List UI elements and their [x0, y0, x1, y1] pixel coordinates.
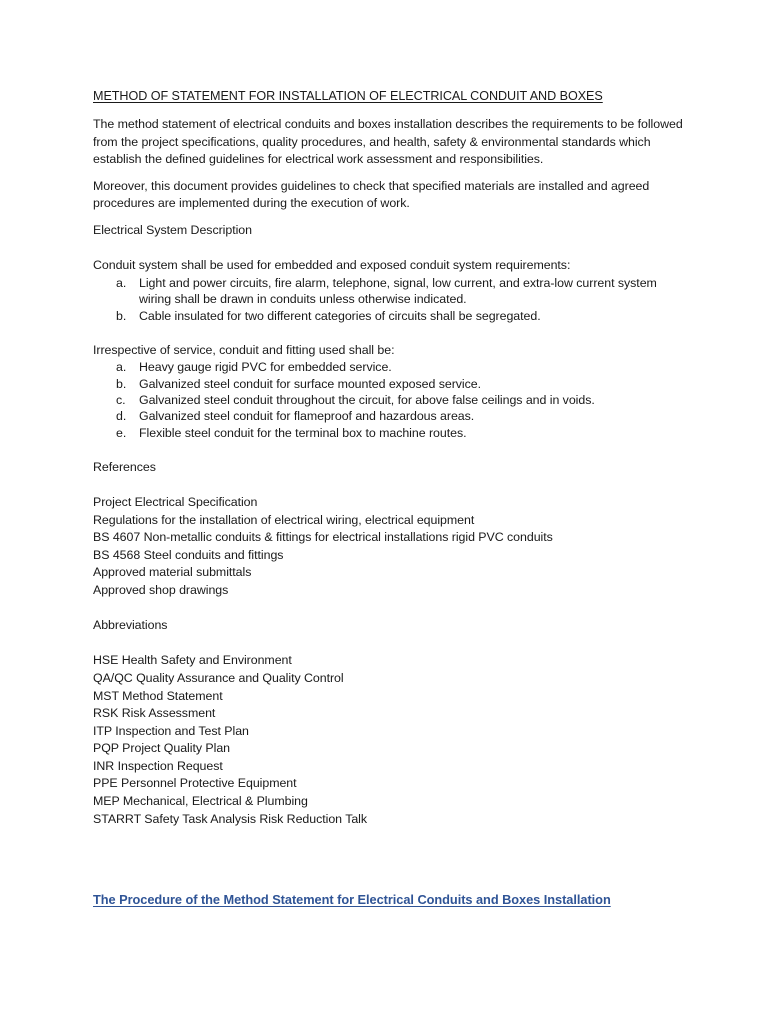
list-item [93, 392, 683, 408]
spacer [93, 600, 683, 618]
list-item: Approved material submittals [93, 565, 252, 580]
list-item: QA/QC Quality Assurance and Quality Control [93, 670, 344, 685]
list-marker: b. [116, 376, 127, 391]
list-item: PPE Personnel Protective Equipment [93, 776, 297, 791]
list-item: PQP Project Quality Plan [93, 741, 230, 756]
list-item: MEP Mechanical, Electrical & Plumbing [93, 794, 308, 809]
abbreviations-heading: Abbreviations [93, 618, 168, 633]
spacer [93, 635, 683, 653]
document-title: METHOD OF STATEMENT FOR INSTALLATION OF ELECTRICAL CONDUIT AND BOXES [93, 89, 603, 103]
service-list [93, 359, 683, 441]
spacer [93, 476, 683, 494]
list-item: MST Method Statement [93, 688, 223, 703]
list-item: Project Electrical Specification [93, 494, 258, 509]
system-description-heading: Electrical System Description [93, 222, 252, 237]
list-item: BS 4568 Steel conduits and fittings [93, 547, 284, 562]
intro-paragraph-1: The method statement of electrical conduits and boxes installation describes the requirements to be followed from the project specifications, quality procedures, and health, safety & environmental standards which establish the defined guidelines for electrical work assessment and responsibilities. [93, 117, 683, 167]
list-item-text: Cable insulated for two different categories of circuits shall be segregated. [139, 308, 541, 323]
list-item [93, 376, 683, 392]
list-marker: b. [116, 308, 127, 323]
list-item: Approved shop drawings [93, 582, 229, 597]
list-item [93, 275, 683, 308]
conduit-list [93, 275, 683, 324]
list-item [93, 408, 683, 424]
list-marker: e. [116, 425, 127, 440]
list-item [93, 425, 683, 441]
spacer [93, 240, 683, 258]
spacer [93, 324, 683, 342]
spacer [93, 441, 683, 459]
list-item: RSK Risk Assessment [93, 706, 216, 721]
intro-paragraph-2: Moreover, this document provides guidelines to check that specified materials are installed and agreed procedures are implemented during the execution of work. [93, 178, 650, 211]
list-item-text: Flexible steel conduit for the terminal box to machine routes. [139, 425, 467, 440]
list-item [93, 359, 683, 375]
list-item: HSE Health Safety and Environment [93, 653, 292, 668]
document-page [93, 88, 683, 828]
list-item-text: Heavy gauge rigid PVC for embedded service. [139, 360, 392, 375]
abbreviations-list [93, 652, 683, 828]
list-marker: a. [116, 360, 127, 375]
list-item-text: Galvanized steel conduit for surface mounted exposed service. [139, 376, 482, 391]
list-marker: a. [116, 275, 127, 290]
list-item: Regulations for the installation of electrical wiring, electrical equipment [93, 512, 475, 527]
list-item: ITP Inspection and Test Plan [93, 723, 249, 738]
list-item: STARRT Safety Task Analysis Risk Reduction Talk [93, 811, 368, 826]
service-intro: Irrespective of service, conduit and fitting used shall be: [93, 342, 395, 357]
procedure-link[interactable]: The Procedure of the Method Statement for Electrical Conduits and Boxes Installation [93, 892, 611, 907]
list-marker: d. [116, 409, 127, 424]
conduit-intro: Conduit system shall be used for embedded and exposed conduit system requirements: [93, 258, 571, 273]
list-item-text: Galvanized steel conduit throughout the circuit, for above false ceilings and in voids. [139, 392, 595, 407]
references-heading: References [93, 459, 156, 474]
list-item-text: Galvanized steel conduit for flameproof and hazardous areas. [139, 409, 475, 424]
list-item: INR Inspection Request [93, 758, 223, 773]
list-marker: c. [116, 392, 126, 407]
list-item [93, 308, 683, 324]
list-item-text: Light and power circuits, fire alarm, telephone, signal, low current, and extra-low current system wiring shall be drawn in conduits unless otherwise indicated. [139, 275, 657, 307]
references-list [93, 494, 683, 600]
list-item: BS 4607 Non-metallic conduits & fittings for electrical installations rigid PVC conduits [93, 530, 553, 545]
